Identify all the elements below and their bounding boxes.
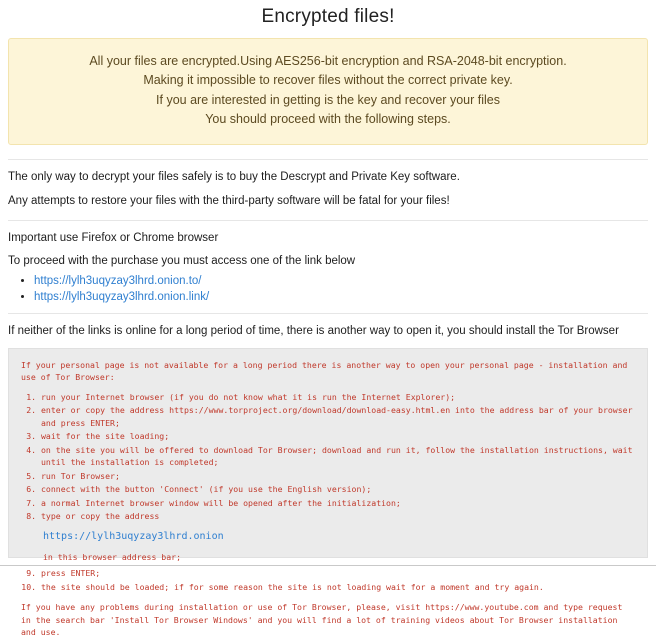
payment-link-2[interactable]: https://lylh3uqyzay3lhrd.onion.link/: [34, 291, 210, 304]
payment-links-list: [8, 275, 648, 303]
alert-line-4: You should proceed with the following steps.: [205, 112, 451, 127]
alert-line-2: Making it impossible to recover files without the correct private key.: [143, 73, 513, 88]
page-title: Encrypted files!: [261, 6, 395, 27]
list-item: 5. run Tor Browser;: [41, 470, 635, 482]
list-item: 7. a normal Internet browser window will be opened after the initialization;: [41, 497, 635, 509]
instructions-outro: If you have any problems during installation or use of Tor Browser, please, visit https://www.youtube.com and type request in the search bar 'Install Tor Browser Windows' and you will find a lot of training videos about Tor Browser installation and use.: [21, 602, 623, 638]
divider-middle: [8, 220, 648, 221]
proceed-note-text: To proceed with the purchase you must access one of the link below: [8, 254, 356, 267]
footer-divider: [0, 565, 656, 566]
list-item: 2. enter or copy the address https://www.torproject.org/download/download-easy.html.en into the address bar of your browser and press ENTER;: [41, 404, 635, 429]
list-item: [34, 275, 648, 287]
tor-instructions-box: [8, 348, 648, 638]
onion-address-text[interactable]: https://lylh3uqyzay3lhrd.onion: [43, 531, 224, 543]
list-item: 1. run your Internet browser (if you do not know what it is run the Internet Explorer);: [41, 391, 635, 403]
encryption-alert-banner: [8, 38, 648, 145]
list-item: 8. type or copy the address: [41, 510, 635, 522]
list-item: 9. press ENTER;: [41, 567, 635, 579]
divider-top: [8, 159, 648, 160]
browser-note-text: Important use Firefox or Chrome browser: [8, 231, 219, 244]
ransom-note-page: [0, 6, 656, 638]
decrypt-way-text: The only way to decrypt your files safely is to buy the Descrypt and Private Key software.: [8, 170, 460, 183]
list-item: 6. connect with the button 'Connect' (if you use the English version);: [41, 483, 635, 495]
instructions-intro: If your personal page is not available for a long period there is another way to open your personal page - installation and use of Tor Browser:: [21, 359, 628, 383]
instructions-steps-first: [21, 391, 635, 523]
list-item: 3. wait for the site loading;: [41, 430, 635, 442]
list-item: [34, 291, 648, 303]
tor-note-text: If neither of the links is online for a long period of time, there is another way to open it, you should install the Tor Browser: [8, 325, 619, 338]
payment-link-1[interactable]: https://lylh3uqyzay3lhrd.onion.to/: [34, 275, 202, 288]
alert-line-1: All your files are encrypted.Using AES256-bit encryption and RSA-2048-bit encryption.: [89, 54, 567, 68]
divider-lower: [8, 313, 648, 314]
instructions-steps-second: [21, 567, 635, 593]
alert-line-3: If you are interested in getting is the key and recover your files: [156, 92, 500, 107]
list-item: 10. the site should be loaded; if for some reason the site is not loading wait for a moment and try again.: [41, 581, 635, 593]
restore-warning-text: Any attempts to restore your files with the third-party software will be fatal for your files!: [8, 195, 450, 208]
after-address-text: in this browser address bar;: [43, 551, 182, 562]
list-item: 4. on the site you will be offered to download Tor Browser; download and run it, follow the installation instructions, wait until the installation is completed;: [41, 444, 635, 469]
